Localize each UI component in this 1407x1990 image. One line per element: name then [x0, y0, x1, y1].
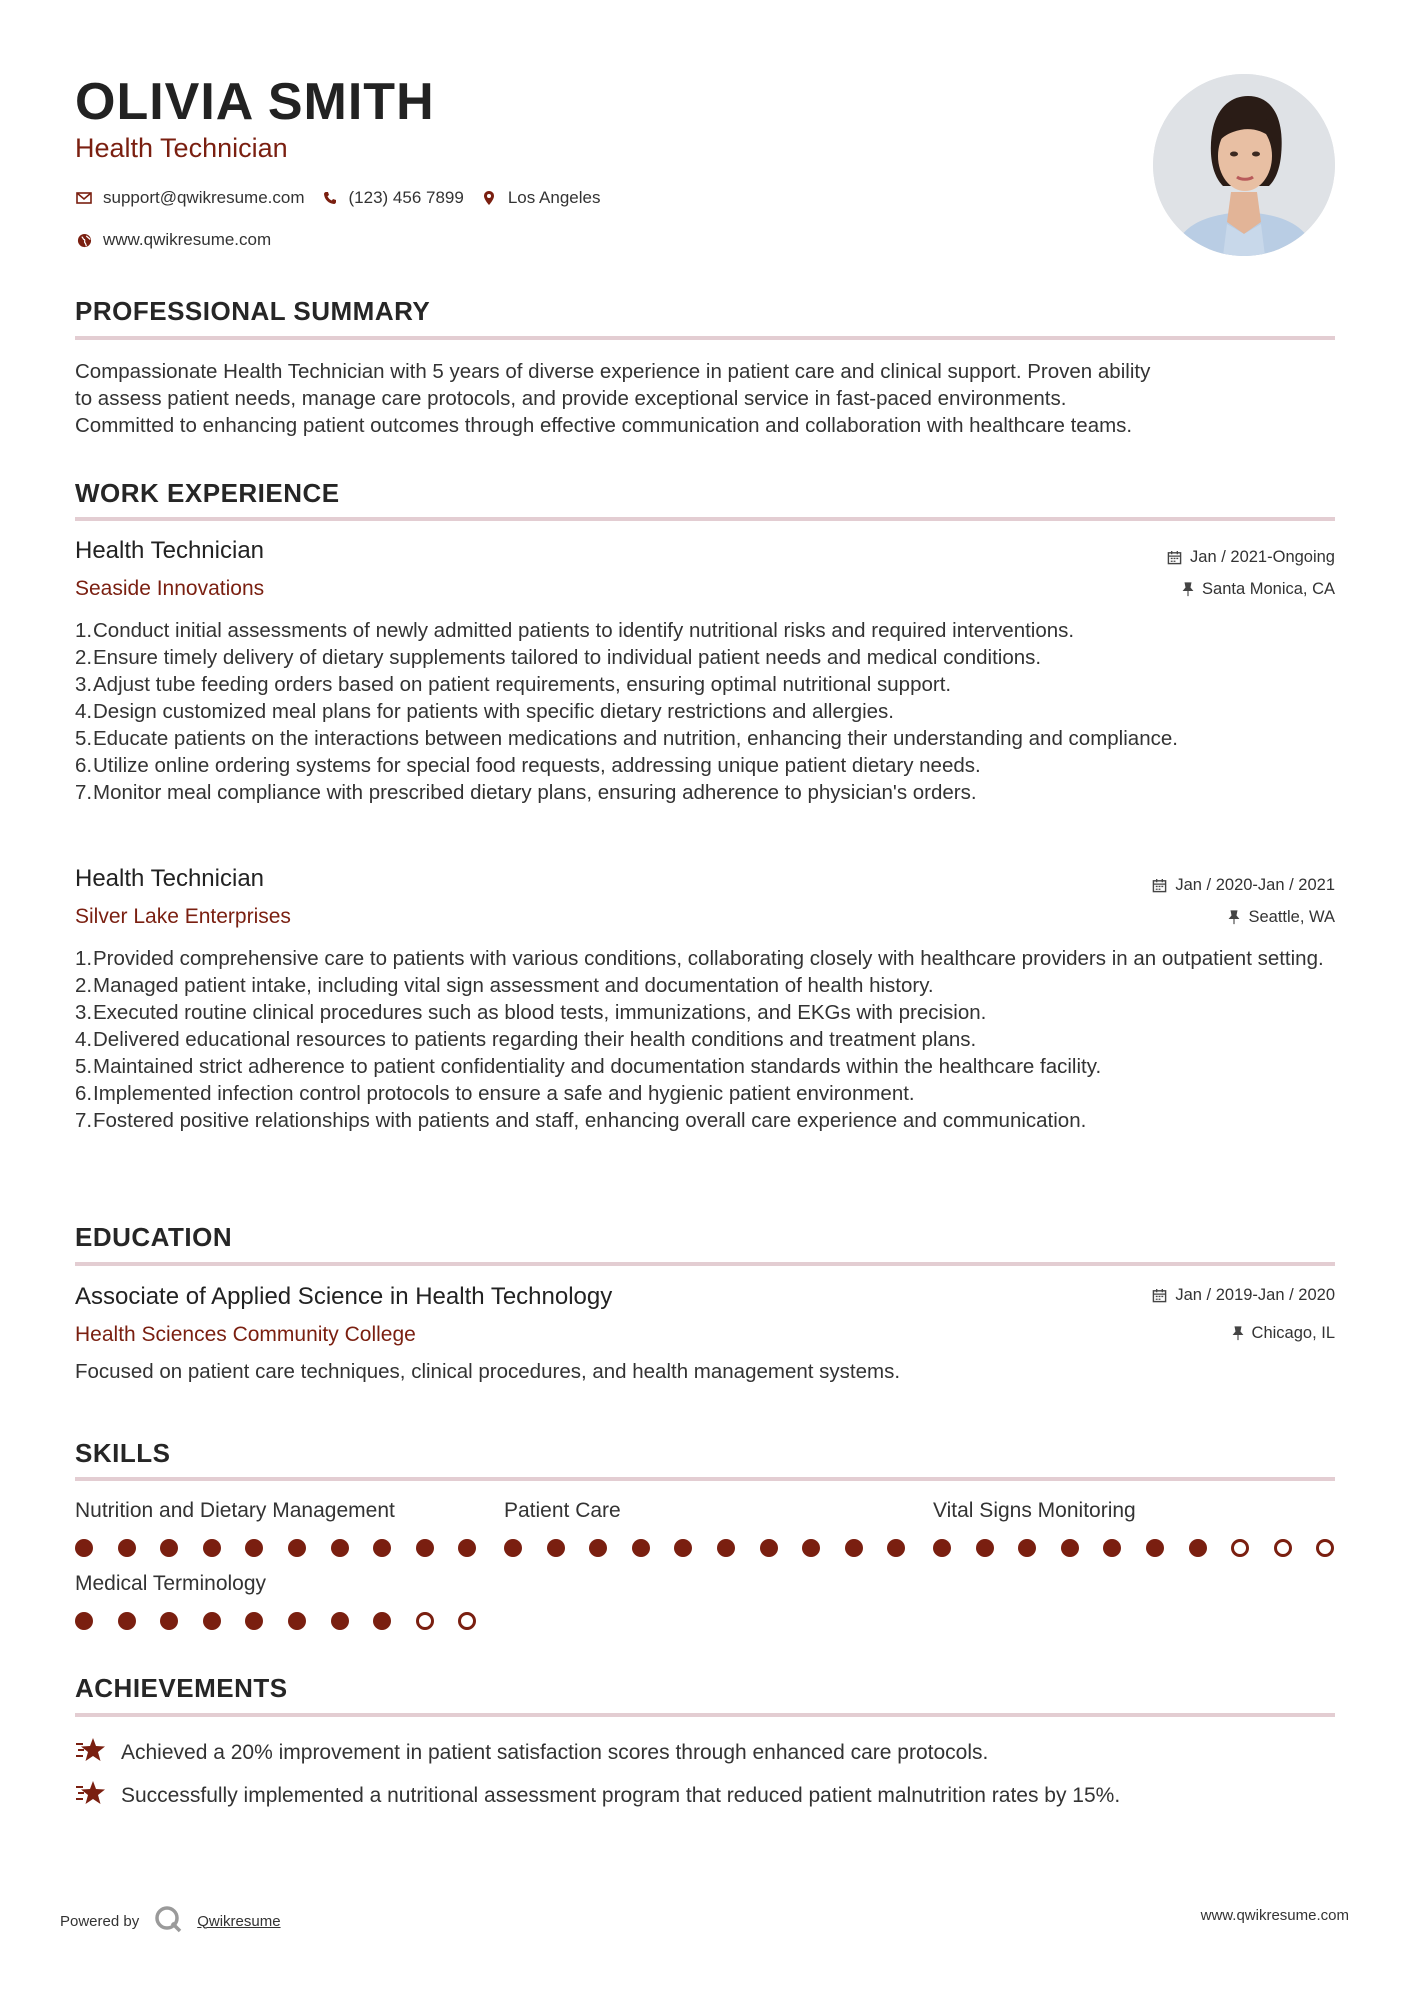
- skill-dot-filled: [547, 1539, 565, 1557]
- phone-text[interactable]: (123) 456 7899: [348, 188, 464, 207]
- list-item: 5. Maintained strict adherence to patient confidentiality and documentation standards within the healthcare facility.: [75, 1055, 1102, 1078]
- skill-dot-filled: [160, 1612, 178, 1630]
- education-dates-text: Jan / 2019-Jan / 2020: [1175, 1286, 1335, 1304]
- summary-line: Committed to enhancing patient outcomes through effective communication and collaboration with healthcare teams.: [75, 414, 1133, 437]
- education-dates: [1152, 1286, 1335, 1305]
- list-item: 4. Delivered educational resources to patients regarding their health conditions and treatment plans.: [75, 1028, 977, 1051]
- list-item: 2. Ensure timely delivery of dietary supplements tailored to individual patient needs and medical conditions.: [75, 646, 1042, 669]
- summary-heading: PROFESSIONAL SUMMARY: [75, 296, 431, 326]
- skill-dot-empty: [1274, 1539, 1292, 1557]
- list-item: 1. Conduct initial assessments of newly admitted patients to identify nutritional risks and required interventions.: [75, 619, 1075, 642]
- skill-dot-filled: [331, 1539, 349, 1557]
- skill-dot-filled: [674, 1539, 692, 1557]
- skill-dot-filled: [632, 1539, 650, 1557]
- summary-text: [75, 358, 1340, 439]
- list-item: 4. Design customized meal plans for patients with specific dietary restrictions and allergies.: [75, 700, 895, 723]
- achievement-text: Successfully implemented a nutritional assessment program that reduced patient malnutrition rates by 15%.: [121, 1784, 1121, 1807]
- skill-dot-filled: [331, 1612, 349, 1630]
- list-item: 6. Utilize online ordering systems for special food requests, addressing unique patient dietary needs.: [75, 754, 981, 777]
- achievement-item: [75, 1779, 1120, 1813]
- skill-dot-filled: [589, 1539, 607, 1557]
- skill-dot-filled: [717, 1539, 735, 1557]
- pin-icon: [1182, 582, 1194, 597]
- skill-dot-filled: [416, 1539, 434, 1557]
- contact-row: [75, 188, 600, 208]
- qwikresume-link[interactable]: Qwikresume: [197, 1912, 281, 1930]
- skill-rating: [504, 1539, 930, 1557]
- skill-name: Medical Terminology: [75, 1572, 267, 1595]
- work-divider: [75, 517, 1335, 521]
- calendar-icon: [1167, 550, 1182, 565]
- job-location: [1182, 580, 1335, 599]
- achievements-heading: ACHIEVEMENTS: [75, 1673, 288, 1703]
- skill-dot-empty: [416, 1612, 434, 1630]
- achievement-item: [75, 1736, 988, 1770]
- skill-dot-filled: [1189, 1539, 1207, 1557]
- candidate-name: OLIVIA SMITH: [75, 73, 435, 131]
- job-dates-text: Jan / 2021-Ongoing: [1190, 548, 1335, 566]
- job-location-text: Seattle, WA: [1248, 908, 1335, 926]
- pin-icon: [1228, 910, 1240, 925]
- skill-dot-filled: [760, 1539, 778, 1557]
- skill-dot-filled: [203, 1539, 221, 1557]
- website-row: [75, 230, 271, 250]
- skill-dot-filled: [160, 1539, 178, 1557]
- job-dates-text: Jan / 2020-Jan / 2021: [1175, 876, 1335, 894]
- pin-icon: [1232, 1326, 1244, 1341]
- email-text[interactable]: support@qwikresume.com: [103, 188, 305, 207]
- education-heading: EDUCATION: [75, 1222, 233, 1252]
- website-text[interactable]: www.qwikresume.com: [103, 230, 272, 249]
- skill-dot-filled: [1103, 1539, 1121, 1557]
- skill-dot-filled: [118, 1612, 136, 1630]
- profile-photo: [1153, 74, 1335, 256]
- list-item: 6. Implemented infection control protocols to ensure a safe and hygienic patient environment.: [75, 1082, 915, 1105]
- education-description: Focused on patient care techniques, clinical procedures, and health management systems.: [75, 1360, 901, 1383]
- skill-dot-filled: [845, 1539, 863, 1557]
- skills-heading: SKILLS: [75, 1438, 171, 1468]
- list-item: 2. Managed patient intake, including vital sign assessment and documentation of health history.: [75, 974, 934, 997]
- skill-name: Nutrition and Dietary Management: [75, 1499, 395, 1522]
- phone-icon: [321, 189, 339, 207]
- skill-dot-filled: [373, 1539, 391, 1557]
- job-location: [1228, 908, 1335, 927]
- globe-icon: [75, 231, 93, 249]
- skill-dot-filled: [288, 1612, 306, 1630]
- location-text: Los Angeles: [507, 188, 601, 207]
- education-location-text: Chicago, IL: [1251, 1324, 1335, 1342]
- skill-dot-empty: [1231, 1539, 1249, 1557]
- calendar-icon: [1152, 1288, 1167, 1303]
- location-icon: [480, 189, 498, 207]
- skill-dot-filled: [458, 1539, 476, 1557]
- star-icon: [75, 1779, 107, 1813]
- skill-item: [75, 1572, 501, 1630]
- skill-dot-filled: [1146, 1539, 1164, 1557]
- company-name: Seaside Innovations: [75, 577, 265, 600]
- skill-dot-filled: [1061, 1539, 1079, 1557]
- skill-dot-filled: [203, 1612, 221, 1630]
- skill-dot-filled: [933, 1539, 951, 1557]
- skill-dot-filled: [373, 1612, 391, 1630]
- list-item: 7. Monitor meal compliance with prescribed dietary plans, ensuring adherence to physician's orders.: [75, 781, 977, 804]
- achievements-divider: [75, 1713, 1335, 1717]
- candidate-title: Health Technician: [75, 133, 288, 163]
- skill-dot-filled: [1018, 1539, 1036, 1557]
- calendar-icon: [1152, 878, 1167, 893]
- skill-dot-filled: [245, 1539, 263, 1557]
- job-bullets: [75, 945, 1340, 1134]
- footer-site[interactable]: www.qwikresume.com: [1200, 1907, 1349, 1924]
- job-bullets: [75, 617, 1340, 806]
- skill-name: Patient Care: [504, 1499, 621, 1522]
- list-item: 1. Provided comprehensive care to patients with various conditions, collaborating closely with healthcare providers in an outpatient setting.: [75, 947, 1324, 970]
- skill-name: Vital Signs Monitoring: [933, 1499, 1136, 1522]
- degree-title: Associate of Applied Science in Health Technology: [75, 1283, 613, 1310]
- company-name: Silver Lake Enterprises: [75, 905, 291, 928]
- skill-item: [504, 1499, 930, 1557]
- skill-item: [75, 1499, 501, 1557]
- summary-line: to assess patient needs, manage care protocols, and provide exceptional service in fast-paced environments.: [75, 387, 1067, 410]
- skill-rating: [75, 1539, 501, 1557]
- skill-dot-filled: [504, 1539, 522, 1557]
- job-title: Health Technician: [75, 865, 265, 892]
- skill-dot-filled: [887, 1539, 905, 1557]
- achievement-text: Achieved a 20% improvement in patient satisfaction scores through enhanced care protocols.: [121, 1741, 989, 1764]
- skill-dot-filled: [976, 1539, 994, 1557]
- job-dates: [1167, 548, 1335, 567]
- skills-divider: [75, 1477, 1335, 1481]
- work-heading: WORK EXPERIENCE: [75, 478, 340, 508]
- skill-rating: [75, 1612, 501, 1630]
- skill-rating: [933, 1539, 1359, 1557]
- education-location: [1232, 1324, 1335, 1343]
- powered-by-text: Powered by: [60, 1912, 140, 1930]
- list-item: 7. Fostered positive relationships with patients and staff, enhancing overall care experience and communication.: [75, 1109, 1087, 1132]
- skill-dot-filled: [75, 1612, 93, 1630]
- skill-dot-filled: [245, 1612, 263, 1630]
- skill-dot-filled: [288, 1539, 306, 1557]
- job-location-text: Santa Monica, CA: [1202, 580, 1335, 598]
- school-name: Health Sciences Community College: [75, 1323, 416, 1346]
- list-item: 3. Executed routine clinical procedures such as blood tests, immunizations, and EKGs with precision.: [75, 1001, 987, 1024]
- star-icon: [75, 1736, 107, 1770]
- list-item: 3. Adjust tube feeding orders based on patient requirements, ensuring optimal nutritional support.: [75, 673, 952, 696]
- education-divider: [75, 1262, 1335, 1266]
- footer-left: [60, 1904, 281, 1938]
- list-item: 5. Educate patients on the interactions between medications and nutrition, enhancing their understanding and compliance.: [75, 727, 1178, 750]
- job-dates: [1152, 876, 1335, 895]
- skill-dot-filled: [75, 1539, 93, 1557]
- summary-line: Compassionate Health Technician with 5 years of diverse experience in patient care and clinical support. Proven ability: [75, 360, 1151, 383]
- summary-divider: [75, 336, 1335, 340]
- email-icon: [75, 189, 93, 207]
- skill-item: [933, 1499, 1359, 1557]
- qwikresume-logo-icon: [153, 1904, 183, 1938]
- skill-dot-empty: [458, 1612, 476, 1630]
- skill-dot-filled: [118, 1539, 136, 1557]
- skill-dot-empty: [1316, 1539, 1334, 1557]
- job-title: Health Technician: [75, 537, 265, 564]
- skill-dot-filled: [802, 1539, 820, 1557]
